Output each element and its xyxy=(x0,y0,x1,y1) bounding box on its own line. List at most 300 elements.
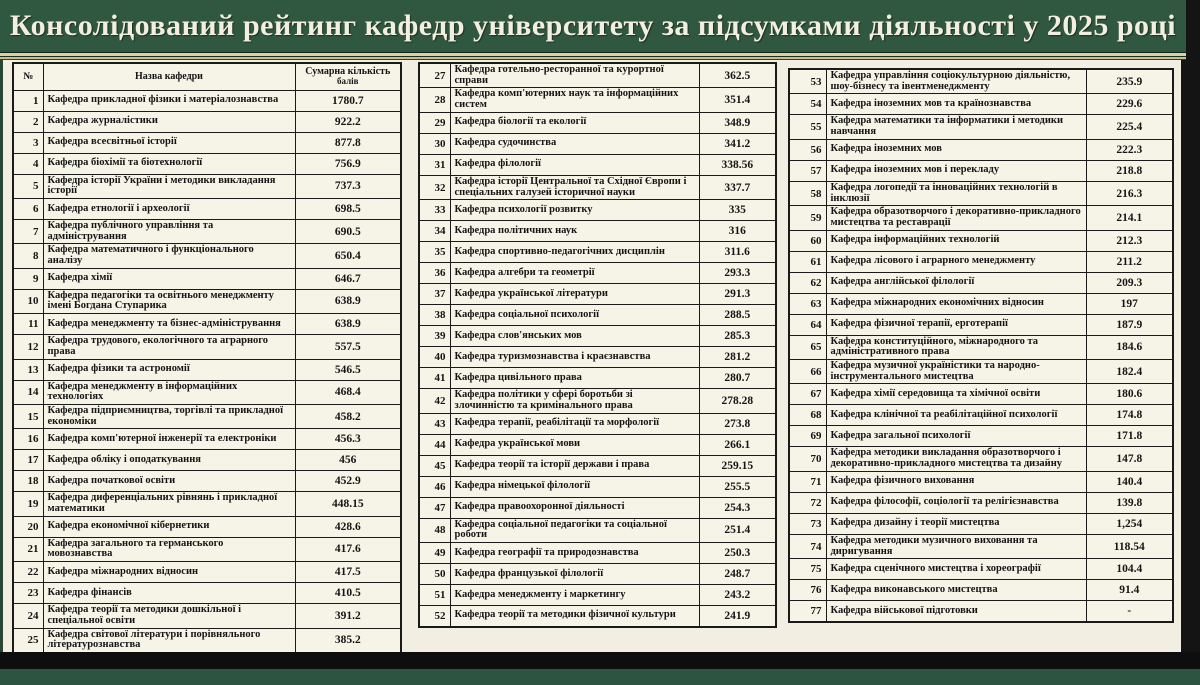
rank-number-cell: 18 xyxy=(13,471,43,492)
rank-number-cell: 54 xyxy=(789,94,826,115)
department-name-cell: Кафедра історії України і методики викладання історії xyxy=(43,174,295,198)
score-cell: 1780.7 xyxy=(295,90,401,111)
department-name-cell: Кафедра методики музичного виховання та диригування xyxy=(826,534,1086,558)
score-cell: 341.2 xyxy=(699,133,776,154)
department-name-cell: Кафедра терапії, реабілітації та морфології xyxy=(450,413,699,434)
rank-number-cell: 75 xyxy=(789,559,826,580)
score-cell: 91.4 xyxy=(1086,580,1173,601)
department-name-cell: Кафедра загального та германського мовознавства xyxy=(43,537,295,561)
rank-number-cell: 47 xyxy=(419,497,450,518)
score-cell: 417.5 xyxy=(295,562,401,583)
score-cell: 187.9 xyxy=(1086,314,1173,335)
department-name-cell: Кафедра філології xyxy=(450,154,699,175)
rank-number-cell: 38 xyxy=(419,305,450,326)
department-name-cell: Кафедра економічної кібернетики xyxy=(43,516,295,537)
table-row xyxy=(419,242,776,263)
table-row xyxy=(13,492,401,516)
table-row xyxy=(13,583,401,604)
department-name-cell: Кафедра спортивно-педагогічних дисциплін xyxy=(450,242,699,263)
score-cell: 180.6 xyxy=(1086,384,1173,405)
score-cell: 456 xyxy=(295,450,401,471)
table-row xyxy=(419,389,776,413)
score-cell: 335 xyxy=(699,200,776,221)
department-name-cell: Кафедра журналістики xyxy=(43,111,295,132)
table-body xyxy=(789,69,1173,622)
department-name-cell: Кафедра української мови xyxy=(450,434,699,455)
rank-number-cell: 52 xyxy=(419,606,450,627)
department-name-cell: Кафедра алгебри та геометрії xyxy=(450,263,699,284)
header-score-line2: балів xyxy=(337,76,359,87)
department-name-cell: Кафедра математичного і функціонального аналізу xyxy=(43,244,295,268)
score-cell: 147.8 xyxy=(1086,447,1173,471)
department-name-cell: Кафедра логопедії та інноваційних технологій в інклюзії xyxy=(826,181,1086,205)
gold-separator xyxy=(0,52,1186,60)
score-cell: 241.9 xyxy=(699,606,776,627)
rank-number-cell: 70 xyxy=(789,447,826,471)
rank-number-cell: 51 xyxy=(419,585,450,606)
table-row xyxy=(789,314,1173,335)
table-row xyxy=(789,492,1173,513)
rank-number-cell: 39 xyxy=(419,326,450,347)
rank-number-cell: 1 xyxy=(13,90,43,111)
table-row xyxy=(13,314,401,335)
rank-number-cell: 37 xyxy=(419,284,450,305)
score-cell: 255.5 xyxy=(699,476,776,497)
department-name-cell: Кафедра фізичного виховання xyxy=(826,471,1086,492)
score-cell: 266.1 xyxy=(699,434,776,455)
rank-number-cell: 69 xyxy=(789,426,826,447)
header-num: № xyxy=(13,63,43,90)
score-cell: 362.5 xyxy=(699,63,776,88)
table-row xyxy=(419,63,776,88)
table-row xyxy=(789,447,1173,471)
table-row xyxy=(419,585,776,606)
rank-number-cell: 61 xyxy=(789,251,826,272)
score-cell: 235.9 xyxy=(1086,69,1173,94)
table-row xyxy=(789,293,1173,314)
rank-number-cell: 53 xyxy=(789,69,826,94)
table-row xyxy=(789,405,1173,426)
department-name-cell: Кафедра судочинства xyxy=(450,133,699,154)
score-cell: 646.7 xyxy=(295,268,401,289)
department-name-cell: Кафедра диференціальних рівнянь і прикладної математики xyxy=(43,492,295,516)
rank-number-cell: 7 xyxy=(13,219,43,243)
rank-number-cell: 42 xyxy=(419,389,450,413)
table-row xyxy=(789,115,1173,139)
department-name-cell: Кафедра педагогіки та освітнього менеджменту імені Богдана Ступарика xyxy=(43,289,295,313)
rank-number-cell: 45 xyxy=(419,455,450,476)
content-area xyxy=(0,60,1181,652)
table-row xyxy=(789,601,1173,622)
department-name-cell: Кафедра фізики та астрономії xyxy=(43,359,295,380)
table-row xyxy=(13,132,401,153)
department-name-cell: Кафедра французької філології xyxy=(450,564,699,585)
rank-number-cell: 5 xyxy=(13,174,43,198)
rank-number-cell: 65 xyxy=(789,335,826,359)
department-name-cell: Кафедра теорії та методики фізичної культури xyxy=(450,606,699,627)
score-cell: 288.5 xyxy=(699,305,776,326)
rank-number-cell: 12 xyxy=(13,335,43,359)
score-cell: 1,254 xyxy=(1086,513,1173,534)
header-score-line1: Сумарна кількість xyxy=(305,65,391,77)
rank-number-cell: 60 xyxy=(789,230,826,251)
score-cell: 337.7 xyxy=(699,175,776,199)
department-name-cell: Кафедра менеджменту і маркетингу xyxy=(450,585,699,606)
table-row xyxy=(789,559,1173,580)
score-cell: 278.28 xyxy=(699,389,776,413)
rank-number-cell: 4 xyxy=(13,153,43,174)
score-cell: 922.2 xyxy=(295,111,401,132)
table-row xyxy=(419,347,776,368)
department-name-cell: Кафедра біохімії та біотехнології xyxy=(43,153,295,174)
score-cell: 338.56 xyxy=(699,154,776,175)
score-cell: 293.3 xyxy=(699,263,776,284)
score-cell: 458.2 xyxy=(295,404,401,428)
table-row xyxy=(789,513,1173,534)
table-row xyxy=(13,471,401,492)
table-row xyxy=(13,244,401,268)
score-cell: - xyxy=(1086,601,1173,622)
score-cell: 197 xyxy=(1086,293,1173,314)
table-row xyxy=(13,198,401,219)
table-row xyxy=(13,450,401,471)
score-cell: 391.2 xyxy=(295,604,401,628)
score-cell: 251.4 xyxy=(699,518,776,542)
score-cell: 410.5 xyxy=(295,583,401,604)
score-cell: 259.15 xyxy=(699,455,776,476)
rank-number-cell: 30 xyxy=(419,133,450,154)
rank-number-cell: 15 xyxy=(13,404,43,428)
score-cell: 248.7 xyxy=(699,564,776,585)
department-name-cell: Кафедра всесвітньої історії xyxy=(43,132,295,153)
department-name-cell: Кафедра військової підготовки xyxy=(826,601,1086,622)
department-name-cell: Кафедра німецької філології xyxy=(450,476,699,497)
rank-number-cell: 31 xyxy=(419,154,450,175)
rank-number-cell: 10 xyxy=(13,289,43,313)
title-band xyxy=(0,0,1186,52)
department-name-cell: Кафедра менеджменту в інформаційних технологіях xyxy=(43,380,295,404)
department-name-cell: Кафедра менеджменту та бізнес-адміністрування xyxy=(43,314,295,335)
table-row xyxy=(13,628,401,652)
department-name-cell: Кафедра іноземних мов xyxy=(826,139,1086,160)
rank-number-cell: 57 xyxy=(789,160,826,181)
department-name-cell: Кафедра світової літератури і порівняльного літературознавства xyxy=(43,628,295,652)
score-cell: 737.3 xyxy=(295,174,401,198)
rank-number-cell: 35 xyxy=(419,242,450,263)
rank-number-cell: 20 xyxy=(13,516,43,537)
table-body xyxy=(419,63,776,627)
table-row xyxy=(789,230,1173,251)
table-row xyxy=(789,139,1173,160)
rank-number-cell: 22 xyxy=(13,562,43,583)
table-row xyxy=(13,335,401,359)
table-row xyxy=(789,69,1173,94)
score-cell: 448.15 xyxy=(295,492,401,516)
rank-number-cell: 48 xyxy=(419,518,450,542)
department-name-cell: Кафедра початкової освіти xyxy=(43,471,295,492)
rank-number-cell: 76 xyxy=(789,580,826,601)
rank-number-cell: 8 xyxy=(13,244,43,268)
rank-number-cell: 59 xyxy=(789,206,826,230)
department-name-cell: Кафедра методики викладання образотворчого і декоративно-прикладного мистецтва та дизайну xyxy=(826,447,1086,471)
score-cell: 218.8 xyxy=(1086,160,1173,181)
ranking-table-2 xyxy=(418,62,777,628)
table-row xyxy=(789,272,1173,293)
department-name-cell: Кафедра фінансів xyxy=(43,583,295,604)
table-row xyxy=(419,200,776,221)
left-edge-strip xyxy=(0,60,3,652)
score-cell: 698.5 xyxy=(295,198,401,219)
department-name-cell: Кафедра комп'ютерних наук та інформаційних систем xyxy=(450,88,699,112)
table-row xyxy=(789,160,1173,181)
rank-number-cell: 6 xyxy=(13,198,43,219)
rank-number-cell: 74 xyxy=(789,534,826,558)
table-row xyxy=(13,219,401,243)
rank-number-cell: 43 xyxy=(419,413,450,434)
rank-number-cell: 58 xyxy=(789,181,826,205)
score-cell: 254.3 xyxy=(699,497,776,518)
score-cell: 182.4 xyxy=(1086,360,1173,384)
rank-number-cell: 41 xyxy=(419,368,450,389)
table-row xyxy=(789,94,1173,115)
department-name-cell: Кафедра підприємництва, торгівлі та прикладної економіки xyxy=(43,404,295,428)
table-row xyxy=(419,154,776,175)
department-name-cell: Кафедра цивільного права xyxy=(450,368,699,389)
department-name-cell: Кафедра психології розвитку xyxy=(450,200,699,221)
score-cell: 557.5 xyxy=(295,335,401,359)
table-row xyxy=(789,181,1173,205)
department-name-cell: Кафедра географії та природознавства xyxy=(450,543,699,564)
department-name-cell: Кафедра міжнародних відносин xyxy=(43,562,295,583)
rank-number-cell: 21 xyxy=(13,537,43,561)
score-cell: 118.54 xyxy=(1086,534,1173,558)
score-cell: 216.3 xyxy=(1086,181,1173,205)
department-name-cell: Кафедра сценічного мистецтва і хореографії xyxy=(826,559,1086,580)
score-cell: 385.2 xyxy=(295,628,401,652)
department-name-cell: Кафедра історії Центральної та Східної Європи і спеціальних галузей історичної науки xyxy=(450,175,699,199)
table-row xyxy=(419,476,776,497)
table-row xyxy=(13,174,401,198)
table-row xyxy=(789,471,1173,492)
rank-number-cell: 68 xyxy=(789,405,826,426)
rank-number-cell: 2 xyxy=(13,111,43,132)
table-header xyxy=(13,63,401,90)
department-name-cell: Кафедра фізичної терапії, ерготерапії xyxy=(826,314,1086,335)
score-cell: 690.5 xyxy=(295,219,401,243)
score-cell: 273.8 xyxy=(699,413,776,434)
score-cell: 452.9 xyxy=(295,471,401,492)
table-row xyxy=(13,404,401,428)
score-cell: 209.3 xyxy=(1086,272,1173,293)
department-name-cell: Кафедра політики у сфері боротьби зі злочинністю та кримінального права xyxy=(450,389,699,413)
score-cell: 638.9 xyxy=(295,289,401,313)
table-row xyxy=(13,604,401,628)
table-row xyxy=(789,426,1173,447)
table-row xyxy=(13,153,401,174)
department-name-cell: Кафедра лісового і аграрного менеджменту xyxy=(826,251,1086,272)
table-row xyxy=(13,359,401,380)
rank-number-cell: 34 xyxy=(419,221,450,242)
rank-number-cell: 62 xyxy=(789,272,826,293)
rank-number-cell: 66 xyxy=(789,360,826,384)
department-name-cell: Кафедра міжнародних економічних відносин xyxy=(826,293,1086,314)
rank-number-cell: 77 xyxy=(789,601,826,622)
department-name-cell: Кафедра біології та екології xyxy=(450,112,699,133)
score-cell: 650.4 xyxy=(295,244,401,268)
table-row xyxy=(13,268,401,289)
table-row xyxy=(419,133,776,154)
table-row xyxy=(419,326,776,347)
table-row xyxy=(789,580,1173,601)
rank-number-cell: 23 xyxy=(13,583,43,604)
rank-number-cell: 46 xyxy=(419,476,450,497)
score-cell: 140.4 xyxy=(1086,471,1173,492)
department-name-cell: Кафедра готельно-ресторанної та курортної справи xyxy=(450,63,699,88)
ranking-table-1 xyxy=(12,62,402,674)
rank-number-cell: 44 xyxy=(419,434,450,455)
score-cell: 243.2 xyxy=(699,585,776,606)
table-row xyxy=(419,284,776,305)
rank-number-cell: 11 xyxy=(13,314,43,335)
score-cell: 250.3 xyxy=(699,543,776,564)
rank-number-cell: 49 xyxy=(419,543,450,564)
score-cell: 225.4 xyxy=(1086,115,1173,139)
rank-number-cell: 28 xyxy=(419,88,450,112)
department-name-cell: Кафедра клінічної та реабілітаційної психології xyxy=(826,405,1086,426)
table-row xyxy=(419,263,776,284)
department-name-cell: Кафедра комп'ютерної інженерії та електроніки xyxy=(43,429,295,450)
score-cell: 468.4 xyxy=(295,380,401,404)
table-row xyxy=(789,206,1173,230)
department-name-cell: Кафедра хімії середовища та хімічної освіти xyxy=(826,384,1086,405)
department-name-cell: Кафедра іноземних мов і перекладу xyxy=(826,160,1086,181)
header-score xyxy=(295,63,401,90)
department-name-cell: Кафедра правоохоронної діяльності xyxy=(450,497,699,518)
table-row xyxy=(419,564,776,585)
department-name-cell: Кафедра філософії, соціології та релігієзнавства xyxy=(826,492,1086,513)
rank-number-cell: 33 xyxy=(419,200,450,221)
department-name-cell: Кафедра слов'янських мов xyxy=(450,326,699,347)
table-row xyxy=(419,543,776,564)
rank-number-cell: 9 xyxy=(13,268,43,289)
table-row xyxy=(789,384,1173,405)
department-name-cell: Кафедра виконавського мистецтва xyxy=(826,580,1086,601)
department-name-cell: Кафедра музичної україністики та народно-інструментального мистецтва xyxy=(826,360,1086,384)
table-row xyxy=(789,335,1173,359)
department-name-cell: Кафедра української літератури xyxy=(450,284,699,305)
table-row xyxy=(789,251,1173,272)
score-cell: 428.6 xyxy=(295,516,401,537)
table-body xyxy=(13,90,401,673)
department-name-cell: Кафедра конституційного, міжнародного та адміністративного права xyxy=(826,335,1086,359)
rank-number-cell: 55 xyxy=(789,115,826,139)
score-cell: 546.5 xyxy=(295,359,401,380)
table-row xyxy=(419,413,776,434)
rank-number-cell: 63 xyxy=(789,293,826,314)
score-cell: 211.2 xyxy=(1086,251,1173,272)
rank-number-cell: 13 xyxy=(13,359,43,380)
rank-number-cell: 73 xyxy=(789,513,826,534)
department-name-cell: Кафедра соціальної педагогіки та соціальної роботи xyxy=(450,518,699,542)
table-row xyxy=(419,606,776,627)
header-name: Назва кафедри xyxy=(43,63,295,90)
page-title: Консолідований рейтинг кафедр університету за підсумками діяльності у 2025 році xyxy=(9,9,1177,42)
rank-number-cell: 17 xyxy=(13,450,43,471)
score-cell: 171.8 xyxy=(1086,426,1173,447)
department-name-cell: Кафедра теорії та методики дошкільної і спеціальної освіти xyxy=(43,604,295,628)
bottom-black-band xyxy=(0,652,1200,669)
score-cell: 139.8 xyxy=(1086,492,1173,513)
score-cell: 756.9 xyxy=(295,153,401,174)
rank-number-cell: 14 xyxy=(13,380,43,404)
table-row xyxy=(13,289,401,313)
rank-number-cell: 25 xyxy=(13,628,43,652)
table-row xyxy=(419,497,776,518)
table-row xyxy=(419,368,776,389)
department-name-cell: Кафедра образотворчого і декоративно-прикладного мистецтва та реставрації xyxy=(826,206,1086,230)
table-row xyxy=(419,112,776,133)
score-cell: 316 xyxy=(699,221,776,242)
table-row xyxy=(419,175,776,199)
score-cell: 348.9 xyxy=(699,112,776,133)
department-name-cell: Кафедра туризмознавства і краєзнавства xyxy=(450,347,699,368)
score-cell: 104.4 xyxy=(1086,559,1173,580)
department-name-cell: Кафедра публічного управління та адміністрування xyxy=(43,219,295,243)
score-cell: 877.8 xyxy=(295,132,401,153)
rank-number-cell: 56 xyxy=(789,139,826,160)
rank-number-cell: 72 xyxy=(789,492,826,513)
rank-number-cell: 29 xyxy=(419,112,450,133)
rank-number-cell: 16 xyxy=(13,429,43,450)
score-cell: 280.7 xyxy=(699,368,776,389)
rank-number-cell: 3 xyxy=(13,132,43,153)
department-name-cell: Кафедра управління соціокультурною діяльністю, шоу-бізнесу та івентменеджменту xyxy=(826,69,1086,94)
rank-number-cell: 36 xyxy=(419,263,450,284)
department-name-cell: Кафедра соціальної психології xyxy=(450,305,699,326)
score-cell: 184.6 xyxy=(1086,335,1173,359)
table-row xyxy=(13,516,401,537)
table-row xyxy=(13,111,401,132)
score-cell: 285.3 xyxy=(699,326,776,347)
table-row xyxy=(13,562,401,583)
department-name-cell: Кафедра етнології і археології xyxy=(43,198,295,219)
department-name-cell: Кафедра інформаційних технологій xyxy=(826,230,1086,251)
table-row xyxy=(419,221,776,242)
rank-number-cell: 64 xyxy=(789,314,826,335)
rank-number-cell: 50 xyxy=(419,564,450,585)
rank-number-cell: 19 xyxy=(13,492,43,516)
score-cell: 281.2 xyxy=(699,347,776,368)
table-row xyxy=(13,380,401,404)
bottom-green-band xyxy=(0,669,1200,685)
score-cell: 229.6 xyxy=(1086,94,1173,115)
department-name-cell: Кафедра математики та інформатики і методики навчання xyxy=(826,115,1086,139)
score-cell: 351.4 xyxy=(699,88,776,112)
rank-number-cell: 67 xyxy=(789,384,826,405)
rank-number-cell: 40 xyxy=(419,347,450,368)
department-name-cell: Кафедра обліку і оподаткування xyxy=(43,450,295,471)
table-row xyxy=(419,88,776,112)
department-name-cell: Кафедра загальної психології xyxy=(826,426,1086,447)
table-row xyxy=(419,518,776,542)
ranking-table-3 xyxy=(788,68,1174,623)
department-name-cell: Кафедра дизайну і теорії мистецтва xyxy=(826,513,1086,534)
score-cell: 212.3 xyxy=(1086,230,1173,251)
rank-number-cell: 32 xyxy=(419,175,450,199)
score-cell: 222.3 xyxy=(1086,139,1173,160)
department-name-cell: Кафедра англійської філології xyxy=(826,272,1086,293)
table-row xyxy=(13,537,401,561)
